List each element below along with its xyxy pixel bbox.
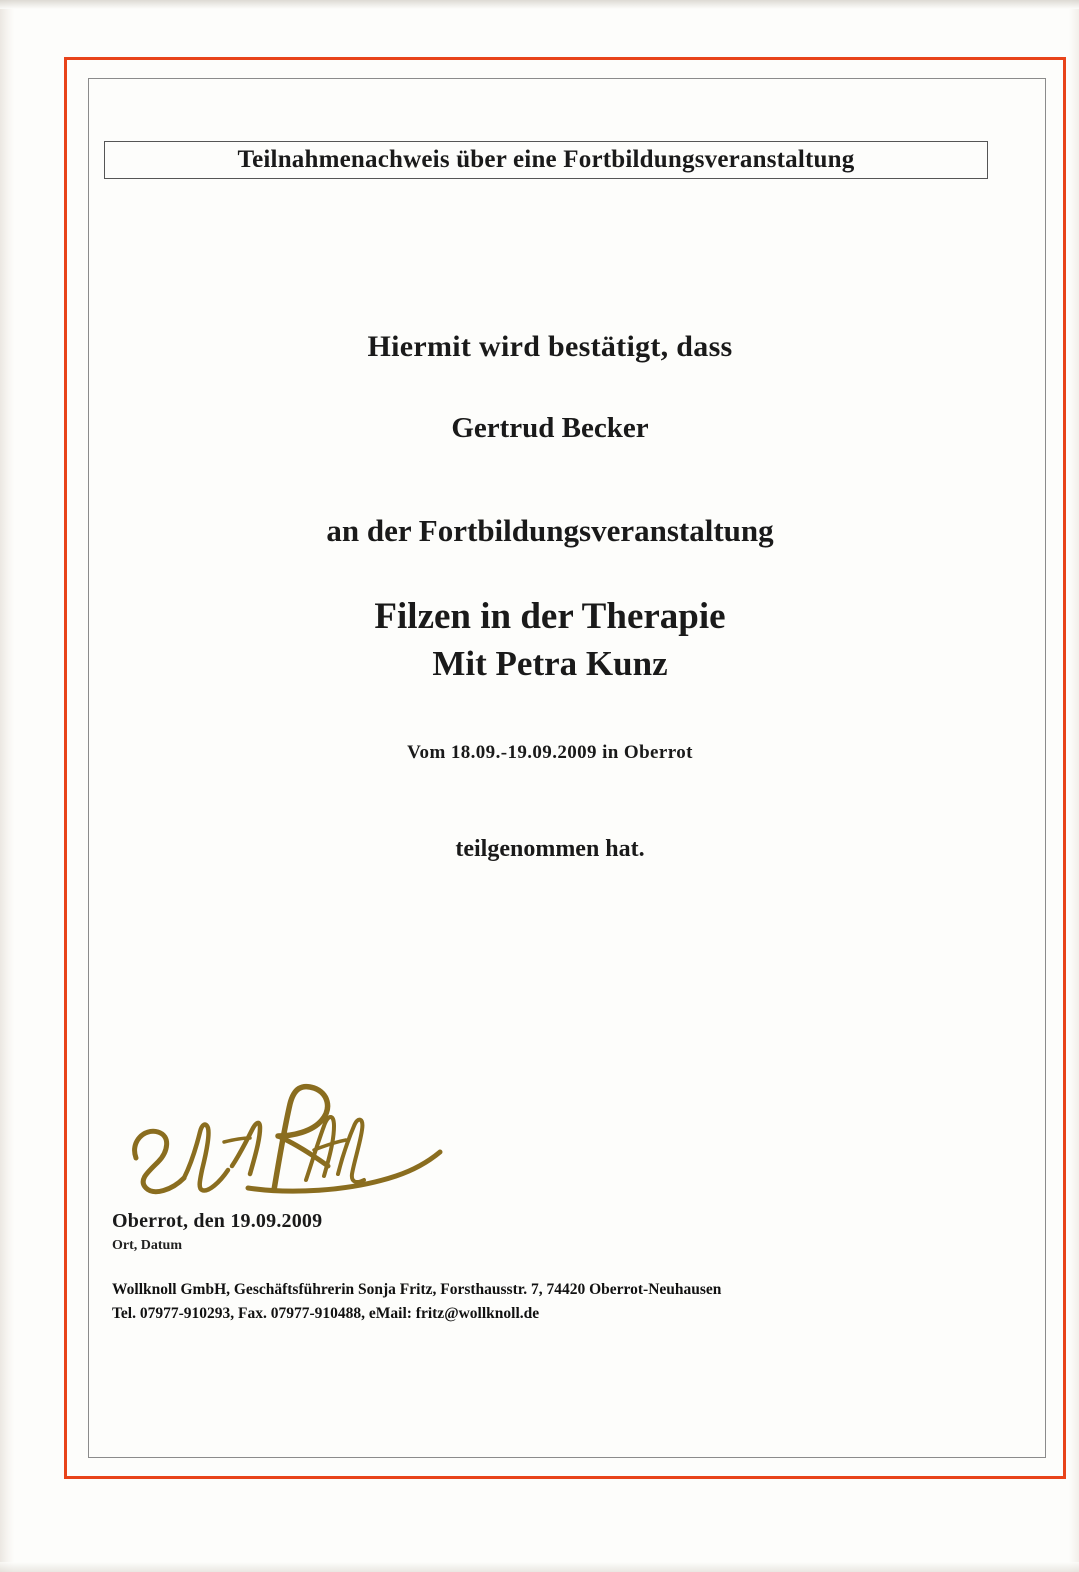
event-intro-line: an der Fortbildungsveranstaltung [326, 513, 774, 548]
confirmation-line: Hiermit wird bestätigt, dass [367, 330, 733, 363]
certificate-body [100, 330, 1000, 863]
scan-edge-right [1069, 0, 1079, 1572]
footer-line-address: Wollknoll GmbH, Geschäftsführerin Sonja Fritz, Forsthausstr. 7, 74420 Oberrot-Neuhausen [112, 1281, 722, 1298]
place-and-date-caption: Ort, Datum [112, 1238, 182, 1253]
course-subtitle: Mit Petra Kunz [432, 643, 668, 683]
participant-name: Gertrud Becker [451, 412, 649, 444]
course-title: Filzen in der Therapie [374, 596, 726, 637]
company-footer [112, 1278, 912, 1326]
footer-line-contact: Tel. 07977-910293, Fax. 07977-910488, eMail: fritz@wollknoll.de [112, 1305, 540, 1323]
course-dates-location: Vom 18.09.-19.09.2009 in Oberrot [407, 741, 693, 763]
place-and-date: Oberrot, den 19.09.2009 [112, 1210, 323, 1232]
certificate-header-title: Teilnahmenachweis über eine Fortbildungsveranstaltung [237, 146, 855, 173]
participation-line: teilgenommen hat. [455, 835, 645, 862]
scan-edge-top [0, 0, 1079, 9]
scan-edge-left [0, 0, 14, 1572]
scan-edge-bottom [0, 1562, 1079, 1572]
certificate-header-box [104, 141, 988, 179]
